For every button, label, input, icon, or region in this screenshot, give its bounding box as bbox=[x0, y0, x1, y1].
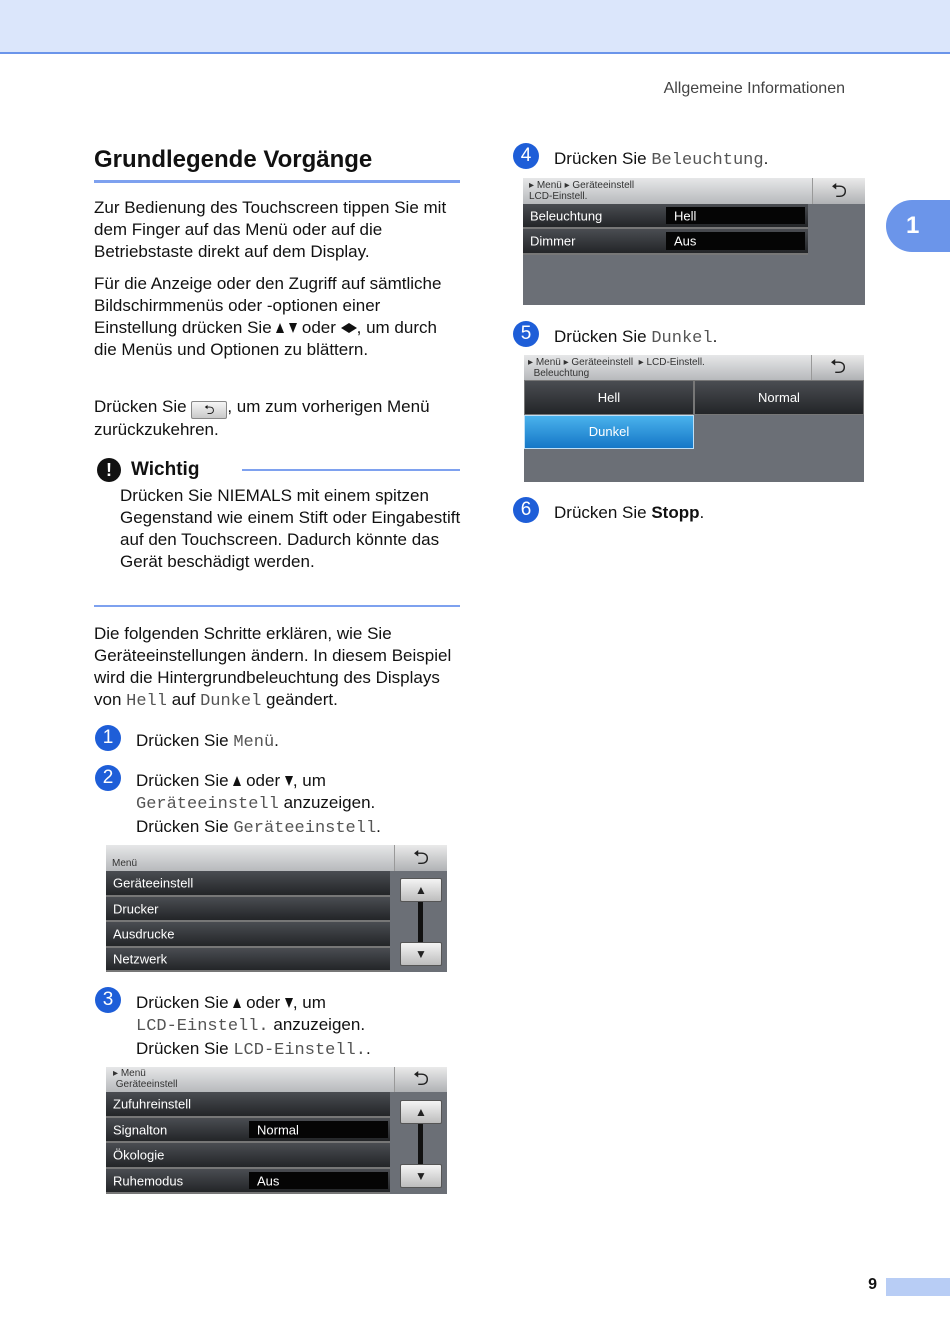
setting-label: Beleuchtung bbox=[530, 208, 603, 223]
paragraph-navigate-oder: oder bbox=[301, 318, 336, 337]
step-6-verb: Drücken Sie bbox=[554, 503, 647, 522]
setting-row[interactable] bbox=[523, 204, 808, 229]
setting-label: Ökologie bbox=[113, 1147, 165, 1163]
setting-row[interactable] bbox=[106, 1118, 390, 1143]
paragraph-back-a: Drücken Sie bbox=[94, 397, 187, 416]
scrollbar[interactable] bbox=[400, 1100, 442, 1190]
option-dunkel-button[interactable]: Dunkel bbox=[524, 415, 694, 449]
step-3-mid: anzuzeigen. bbox=[273, 1015, 366, 1034]
intro-auf: auf bbox=[171, 690, 196, 709]
step-3-end: . bbox=[365, 1039, 371, 1058]
step-number-6: 6 bbox=[513, 497, 539, 523]
lcd-header bbox=[523, 178, 865, 204]
option-normal-button[interactable]: Normal bbox=[694, 380, 864, 415]
intro-hell: Hell bbox=[126, 692, 167, 711]
scroll-up-button[interactable]: ▲ bbox=[400, 1100, 442, 1124]
top-banner bbox=[0, 0, 950, 54]
setting-row[interactable] bbox=[106, 1092, 390, 1118]
step-3-verb: Drücken Sie bbox=[136, 993, 229, 1012]
menu-row-label: Netzwerk bbox=[113, 951, 168, 967]
menu-row[interactable] bbox=[106, 871, 390, 897]
setting-value bbox=[249, 1172, 388, 1189]
up-arrow-icon bbox=[233, 998, 241, 1008]
step-5-end: . bbox=[712, 327, 718, 346]
back-key-icon: ⮌ bbox=[191, 401, 227, 419]
breadcrumb: ▸ Menü ▸ Geräteeinstell LCD-Einstell. bbox=[529, 180, 635, 202]
step-2-code-b: Geräteeinstell bbox=[233, 819, 377, 838]
setting-value-text: Aus bbox=[257, 1173, 280, 1188]
step-2-um: , um bbox=[292, 771, 326, 790]
step-number-1: 1 bbox=[95, 725, 121, 751]
step-2-mid: anzuzeigen. bbox=[283, 793, 376, 812]
paragraph-back bbox=[94, 396, 464, 441]
setting-label: Signalton bbox=[113, 1122, 168, 1137]
section-header: Allgemeine Informationen bbox=[663, 80, 845, 97]
step-6-text bbox=[554, 502, 704, 524]
step-3-code-b: LCD-Einstell. bbox=[233, 1041, 366, 1060]
paragraph-touch: Zur Bedienung des Touchscreen tippen Sie mit dem Finger auf das Menü oder auf die Betriebstaste direkt auf dem Display. bbox=[94, 198, 447, 261]
up-arrow-icon bbox=[233, 776, 241, 786]
warning-rule bbox=[242, 469, 460, 471]
setting-row[interactable] bbox=[106, 1169, 390, 1194]
lcd-header bbox=[106, 845, 447, 871]
scroll-up-button[interactable]: ▲ bbox=[400, 878, 442, 902]
step-1-verb: Drücken Sie bbox=[136, 731, 229, 750]
intro-text: Die folgenden Schritte erklären, wie Sie Geräteeinstellungen ändern. In diesem Beispiel wird die Hintergrundbeleuchtung des Displays von bbox=[94, 624, 452, 709]
lcd-header bbox=[524, 355, 864, 380]
down-arrow-icon bbox=[289, 323, 297, 333]
setting-label: Ruhemodus bbox=[113, 1173, 184, 1188]
step-2-code: Geräteeinstell bbox=[136, 795, 279, 814]
warning-text: Drücken Sie NIEMALS mit einem spitzen Gegenstand wie einem Stift oder Eingabestift auf den Touchscreen. Dadurch könnte das Gerät beschädigt werden. bbox=[120, 486, 461, 571]
step-2-text bbox=[136, 770, 456, 840]
up-arrow-icon bbox=[276, 323, 284, 333]
step-4-code: Beleuchtung bbox=[651, 151, 764, 170]
step-1-code: Menü bbox=[233, 733, 275, 752]
breadcrumb-item: Geräteeinstell bbox=[572, 180, 635, 191]
menu-row-label: Drucker bbox=[113, 901, 159, 916]
setting-row[interactable] bbox=[523, 229, 808, 255]
down-arrow-icon bbox=[285, 998, 293, 1008]
setting-value-text: Aus bbox=[674, 233, 697, 249]
step-3-code: LCD-Einstell. bbox=[136, 1017, 269, 1036]
scroll-track bbox=[418, 1120, 423, 1170]
intro-dunkel: Dunkel bbox=[200, 692, 262, 711]
step-3-verb-b: Drücken Sie bbox=[136, 1039, 229, 1058]
lcd-screen-menu bbox=[106, 845, 447, 972]
down-arrow-icon bbox=[285, 776, 293, 786]
step-3-oder: oder bbox=[246, 993, 281, 1012]
title-rule bbox=[94, 180, 460, 183]
step-3-um: , um bbox=[292, 993, 326, 1012]
breadcrumb-item: Menü bbox=[120, 1068, 146, 1079]
step-1-text bbox=[136, 730, 279, 754]
setting-value bbox=[666, 232, 805, 250]
paragraph-navigate bbox=[94, 273, 464, 361]
paragraph-back-b: , um zum vorherigen Menü zurückzukehren. bbox=[94, 397, 430, 439]
back-button[interactable]: ⮌ bbox=[812, 178, 865, 204]
step-2-verb: Drücken Sie bbox=[136, 771, 229, 790]
breadcrumb-item: Menü bbox=[536, 180, 562, 191]
setting-label: Dimmer bbox=[530, 233, 576, 249]
step-4-text bbox=[554, 148, 768, 172]
intro-end: geändert. bbox=[266, 690, 338, 709]
back-button[interactable]: ⮌ bbox=[394, 845, 447, 871]
step-6-end: . bbox=[699, 503, 705, 522]
step-4-end: . bbox=[763, 149, 769, 168]
page-title: Grundlegende Vorgänge bbox=[94, 146, 373, 173]
step-number-5: 5 bbox=[513, 321, 539, 347]
intro-paragraph bbox=[94, 623, 464, 713]
step-number-2: 2 bbox=[95, 765, 121, 791]
step-number-3: 3 bbox=[95, 987, 121, 1013]
breadcrumb-item: LCD-Einstell. bbox=[646, 357, 705, 368]
page-bar bbox=[886, 1278, 950, 1296]
left-arrow-icon bbox=[341, 323, 349, 333]
option-hell-button[interactable]: Hell bbox=[524, 380, 694, 415]
exclamation-icon: ! bbox=[97, 458, 121, 482]
scroll-down-button[interactable]: ▼ bbox=[400, 942, 442, 966]
step-4-verb: Drücken Sie bbox=[554, 149, 647, 168]
right-arrow-icon bbox=[349, 323, 357, 333]
menu-row[interactable] bbox=[106, 948, 390, 972]
step-1-end: . bbox=[274, 731, 279, 750]
lcd-screen-lcd-einstell bbox=[523, 178, 865, 305]
step-2-oder: oder bbox=[246, 771, 281, 790]
breadcrumb: Menü bbox=[112, 858, 138, 869]
setting-value bbox=[249, 1121, 388, 1138]
setting-value-text: Hell bbox=[674, 208, 697, 223]
scroll-track bbox=[418, 898, 423, 948]
menu-row-label: Geräteeinstell bbox=[113, 875, 194, 891]
breadcrumb: ▸ Menü ▸ Geräteeinstell ▸ LCD-Einstell. Beleuchtung bbox=[528, 357, 705, 379]
breadcrumb-item: Geräteeinstell bbox=[571, 357, 634, 368]
scroll-down-button[interactable]: ▼ bbox=[400, 1164, 442, 1188]
breadcrumb: ▸ Menü Geräteeinstell bbox=[113, 1068, 178, 1090]
scrollbar[interactable] bbox=[400, 878, 442, 968]
lcd-header bbox=[106, 1067, 447, 1092]
step-6-key: Stopp bbox=[651, 503, 700, 522]
step-2-end: . bbox=[376, 817, 381, 836]
chapter-tab: 1 bbox=[886, 200, 950, 252]
page-number: 9 bbox=[868, 1276, 877, 1293]
warning-end-rule bbox=[94, 605, 460, 607]
back-button[interactable]: ⮌ bbox=[811, 355, 864, 380]
step-5-verb: Drücken Sie bbox=[554, 327, 647, 346]
step-3-text bbox=[136, 992, 456, 1062]
menu-row-label: Ausdrucke bbox=[113, 926, 175, 942]
setting-row[interactable] bbox=[106, 1143, 390, 1169]
warning-title: Wichtig bbox=[131, 459, 200, 480]
setting-value-text: Normal bbox=[257, 1122, 299, 1137]
back-button[interactable]: ⮌ bbox=[394, 1067, 447, 1092]
step-5-text bbox=[554, 326, 717, 350]
setting-label: Zufuhreinstell bbox=[113, 1096, 192, 1112]
step-number-4: 4 bbox=[513, 143, 539, 169]
breadcrumb-item: LCD-Einstell. bbox=[529, 191, 588, 202]
setting-value bbox=[666, 207, 805, 224]
paragraph-navigate-b: , um durch die Menüs und Optionen zu blättern. bbox=[94, 318, 437, 359]
step-2-verb-b: Drücken Sie bbox=[136, 817, 229, 836]
breadcrumb-item: Beleuchtung bbox=[533, 368, 590, 379]
paragraph-navigate-a: Für die Anzeige oder den Zugriff auf sämtliche Bildschirmmenüs oder -optionen einer Einstellung drücken Sie bbox=[94, 274, 442, 337]
menu-row[interactable] bbox=[106, 897, 390, 922]
lcd-screen-beleuchtung bbox=[524, 355, 864, 482]
menu-row[interactable] bbox=[106, 922, 390, 948]
breadcrumb-item: Geräteeinstell bbox=[115, 1079, 178, 1090]
step-5-code: Dunkel bbox=[651, 329, 713, 348]
breadcrumb-item: Menü bbox=[535, 357, 561, 368]
lcd-screen-geraeteeinstell bbox=[106, 1067, 447, 1194]
